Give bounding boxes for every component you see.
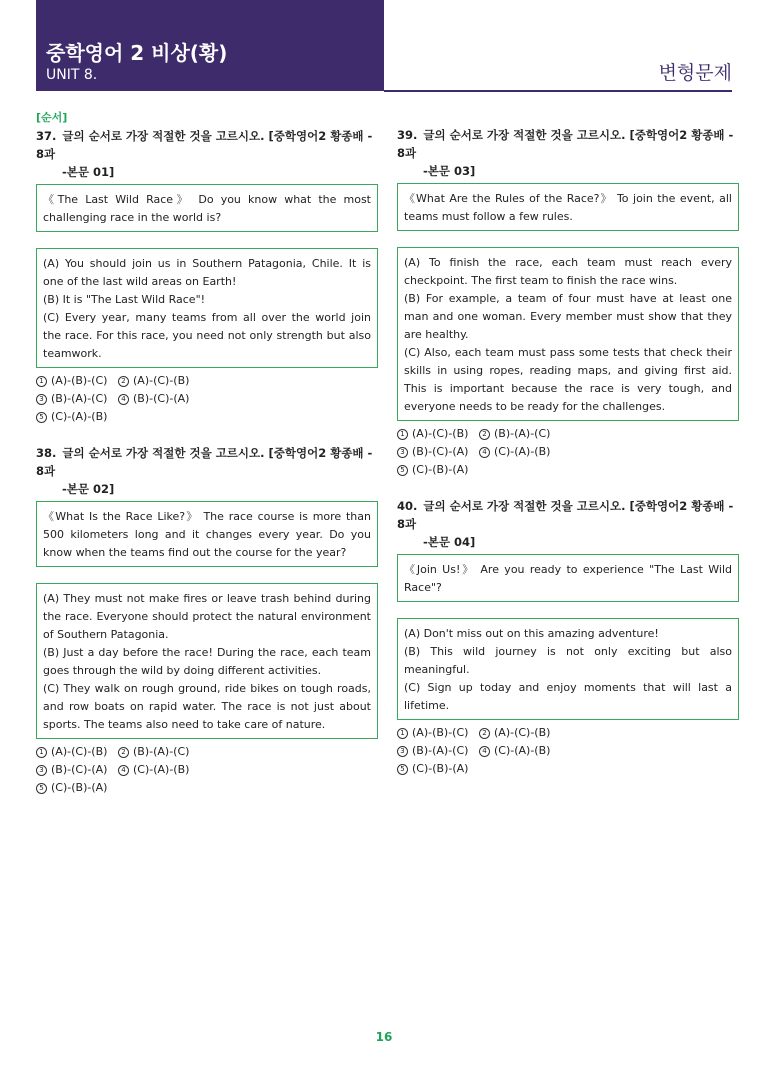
question-38 (36, 444, 378, 797)
option-3[interactable] (36, 761, 118, 779)
option-text: (B)-(C)-(A) (133, 392, 190, 405)
option-5[interactable] (36, 779, 118, 797)
paragraphs-box (36, 583, 378, 739)
option-mark: 4 (118, 765, 129, 776)
option-2[interactable] (479, 425, 561, 443)
option-mark: 3 (36, 394, 47, 405)
question-source: -본문 03] (423, 164, 476, 178)
option-mark: 4 (479, 447, 490, 458)
option-mark: 4 (118, 394, 129, 405)
option-mark: 3 (36, 765, 47, 776)
book-title: 중학영어 2 비상(황) (46, 41, 228, 65)
option-4[interactable] (479, 742, 561, 760)
question-number: 39. (397, 128, 418, 142)
option-text: (C)-(A)-(B) (133, 763, 190, 776)
option-2[interactable] (118, 743, 200, 761)
answer-options (36, 743, 378, 797)
header-title-block (36, 0, 384, 91)
header-divider (384, 90, 732, 92)
question-header (36, 127, 378, 181)
paragraphs-box (397, 247, 739, 421)
question-header (397, 497, 739, 551)
question-prompt: 글의 순서로 가장 적절한 것을 고르시오. [중학영어2 황종배 - 8과 (397, 128, 734, 160)
option-text: (A)-(C)-(B) (412, 427, 469, 440)
right-column (397, 126, 739, 778)
question-source: -본문 04] (423, 535, 476, 549)
option-2[interactable] (118, 372, 200, 390)
paragraph-b: (B) For example, a team of four must have at least one man and one woman. Every member must show that they are healthy. (404, 292, 732, 341)
unit-label: UNIT 8. (46, 67, 98, 83)
question-39 (397, 126, 739, 479)
option-text: (B)-(A)-(C) (494, 427, 551, 440)
given-sentence-box (36, 184, 378, 232)
given-sentence: 《What Is the Race Like?》 The race course is more than 500 kilometers long and it changes every year. Do you know when the teams find out the course for the year? (43, 510, 371, 559)
paragraph-c: (C) Sign up today and enjoy moments that will last a lifetime. (404, 681, 732, 712)
option-1[interactable] (36, 743, 118, 761)
option-4[interactable] (479, 443, 561, 461)
option-mark: 4 (479, 746, 490, 757)
option-3[interactable] (397, 443, 479, 461)
option-text: (A)-(C)-(B) (494, 726, 551, 739)
question-header (36, 444, 378, 498)
paragraph-b: (B) This wild journey is not only exciting but also meaningful. (404, 645, 732, 676)
answer-options (397, 724, 739, 778)
option-text: (C)-(B)-(A) (412, 762, 469, 775)
given-sentence: 《The Last Wild Race》 Do you know what the most challenging race in the world is? (43, 193, 371, 224)
option-text: (B)-(C)-(A) (412, 445, 469, 458)
option-3[interactable] (36, 390, 118, 408)
option-text: (B)-(A)-(C) (133, 745, 190, 758)
paragraphs-box (397, 618, 739, 720)
option-text: (C)-(B)-(A) (412, 463, 469, 476)
paragraph-a: (A) You should join us in Southern Patagonia, Chile. It is one of the last wild areas on Earth! (43, 257, 371, 288)
answer-options (36, 372, 378, 426)
option-mark: 3 (397, 746, 408, 757)
question-prompt: 글의 순서로 가장 적절한 것을 고르시오. [중학영어2 황종배 - 8과 (36, 129, 373, 161)
question-prompt: 글의 순서로 가장 적절한 것을 고르시오. [중학영어2 황종배 - 8과 (36, 446, 373, 478)
paragraph-c: (C) Also, each team must pass some tests that check their skills in using ropes, reading maps, and giving first aid. This is important because the race is very tough, and everyone needs to be ready for the challenges. (404, 346, 732, 413)
answer-options (397, 425, 739, 479)
option-mark: 2 (118, 376, 129, 387)
option-mark: 5 (397, 465, 408, 476)
given-sentence-box (397, 183, 739, 231)
given-sentence: 《What Are the Rules of the Race?》 To join the event, all teams must follow a few rules. (404, 192, 732, 223)
given-sentence-box (36, 501, 378, 567)
option-text: (C)-(A)-(B) (494, 744, 551, 757)
option-text: (B)-(A)-(C) (51, 392, 108, 405)
question-number: 38. (36, 446, 57, 460)
paragraph-a: (A) To finish the race, each team must reach every checkpoint. The first team to finish the race wins. (404, 256, 732, 287)
paragraph-c: (C) They walk on rough ground, ride bikes on tough roads, and row boats on rapid water. The race is not just about sports. The teams also need to take care of nature. (43, 682, 371, 731)
question-37 (36, 127, 378, 426)
section-label: [순서] (36, 111, 68, 124)
option-mark: 5 (36, 412, 47, 423)
option-mark: 2 (479, 728, 490, 739)
question-prompt: 글의 순서로 가장 적절한 것을 고르시오. [중학영어2 황종배 - 8과 (397, 499, 734, 531)
question-number: 40. (397, 499, 418, 513)
option-mark: 1 (397, 728, 408, 739)
option-5[interactable] (397, 760, 479, 778)
option-text: (A)-(B)-(C) (51, 374, 108, 387)
option-mark: 1 (36, 747, 47, 758)
option-mark: 5 (397, 764, 408, 775)
option-mark: 1 (397, 429, 408, 440)
paragraph-a: (A) Don't miss out on this amazing adventure! (404, 627, 659, 640)
paragraph-a: (A) They must not make fires or leave trash behind during the race. Everyone should protect the natural environment of Southern Patagonia. (43, 592, 371, 641)
option-text: (A)-(B)-(C) (412, 726, 469, 739)
question-number: 37. (36, 129, 57, 143)
option-2[interactable] (479, 724, 561, 742)
given-sentence: 《Join Us!》 Are you ready to experience "The Last Wild Race"? (404, 563, 732, 594)
option-3[interactable] (397, 742, 479, 760)
option-mark: 5 (36, 783, 47, 794)
question-source: -본문 01] (62, 165, 115, 179)
option-5[interactable] (36, 408, 118, 426)
option-text: (A)-(C)-(B) (133, 374, 190, 387)
option-text: (A)-(C)-(B) (51, 745, 108, 758)
page-number: 16 (375, 1030, 393, 1044)
option-4[interactable] (118, 390, 200, 408)
paragraph-b: (B) Just a day before the race! During the race, each team goes through the wild by doing different activities. (43, 646, 371, 677)
option-4[interactable] (118, 761, 200, 779)
option-text: (B)-(A)-(C) (412, 744, 469, 757)
option-mark: 1 (36, 376, 47, 387)
option-text: (C)-(B)-(A) (51, 781, 108, 794)
option-text: (B)-(C)-(A) (51, 763, 108, 776)
question-header (397, 126, 739, 180)
option-mark: 2 (118, 747, 129, 758)
option-1[interactable] (36, 372, 118, 390)
option-5[interactable] (397, 461, 479, 479)
given-sentence-box (397, 554, 739, 602)
paragraph-c: (C) Every year, many teams from all over the world join the race. For this race, you need not only strength but also teamwork. (43, 311, 371, 360)
option-mark: 3 (397, 447, 408, 458)
option-text: (C)-(A)-(B) (494, 445, 551, 458)
question-40 (397, 497, 739, 778)
option-1[interactable] (397, 724, 479, 742)
paragraph-b: (B) It is "The Last Wild Race"! (43, 293, 206, 306)
section-type-label: 변형문제 (658, 62, 732, 84)
paragraphs-box (36, 248, 378, 368)
option-mark: 2 (479, 429, 490, 440)
question-source: -본문 02] (62, 482, 115, 496)
option-1[interactable] (397, 425, 479, 443)
option-text: (C)-(A)-(B) (51, 410, 108, 423)
left-column (36, 110, 378, 797)
